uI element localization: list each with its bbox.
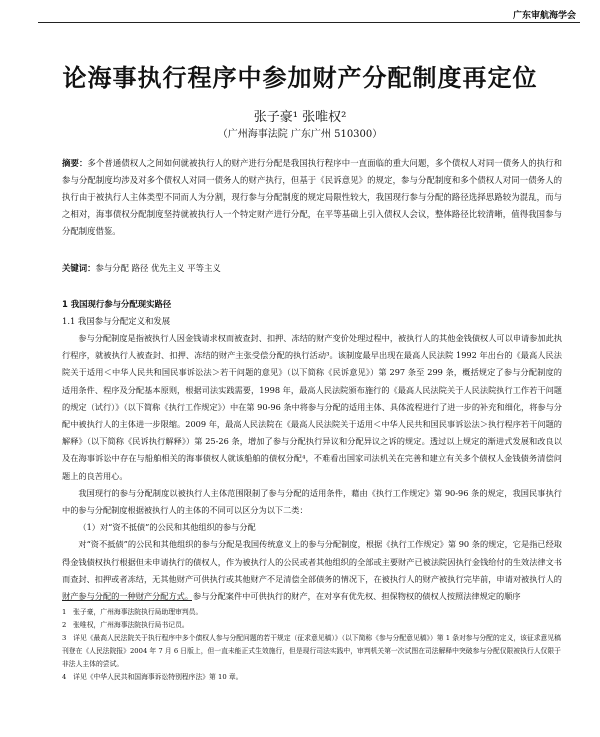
subsection-heading: 1.1 我国参与分配定义和发展	[62, 316, 171, 326]
paragraph: 参与分配制度是指被执行人因金钱请求权而被查封、扣押、冻结的财产变价处理过程中，被执行人的其他金钱债权人可以申请参加此执行程序，就被执行人被查封、扣押、冻结的财产主张受偿分配的执行活动³。该制度最早出现在最高人民法院 1992 年出台的《最高人民法院关于适用＜中华人民共和国民事诉讼法＞若干问题的意见》（以下简称《民诉意见》）第 297 条至 299 条，概括规定了参与分配制度的适用条件、程序及分配基本原则，根据司法实践需要，1998 年，最高人民法院颁布施行的《最高人民法院关于人民法院执行工作若干问题的规定（试行）》（以下简称《执行工作规定》）中在第 90-96 条中将参与分配的适用主体、具体流程进行了进一步的补充和细化，将参与分配中被执行人的主体进一步限缩。2009 年，最高人民法院在《最高人民法院关于适用＜中华人民共和国民事诉讼法＞执行程序若干问题的解释》（以下简称《民诉执行解释》）第 25-26 条，增加了参与分配执行异议和分配异议之诉的规定。透过以上规定的渐进式发展和改良以及在海事诉讼中存在与船舶相关的海事债权人就该船舶的债权分配⁴，不难看出国家司法机关在完善和建立有关多个债权人金钱债务清偿问题上的良苦用心。	[62, 333, 562, 481]
footnotes	[62, 606, 562, 684]
keywords-label: 关键词：	[62, 263, 96, 273]
footnote: 3 详见《最高人民法院关于执行程序中多个债权人参与分配问题的若干规定（征求意见稿）》（以下简称《参与分配意见稿》）第 1 条对参与分配的定义，该征求意见稿刊登在《人民法院报》2004 年 7 月 6 日版上，但一直未能正式生效施行，但是现行司法实践中，审判机关第一次试图在司法解释中突破参与分配仅限被执行人仅限于非法人主体的尝试。	[62, 634, 561, 668]
section-heading: 1 我国现行参与分配现实路径	[62, 299, 172, 309]
body-text	[62, 330, 562, 605]
paper-title: 论海事执行程序中参加财产分配制度再定位	[62, 64, 538, 92]
keywords-text: 参与分配 路径 优先主义 平等主义	[95, 263, 221, 273]
footnote-rule	[62, 600, 192, 601]
keywords	[62, 262, 562, 274]
journal-name: 广东审航海学会	[512, 11, 576, 21]
abstract-text: 多个普通债权人之间如何就被执行人的财产进行分配是我国执行程序中一直面临的重大问题，多个债权人对同一债务人的执行和参与分配制度均涉及对多个债权人对同一债务人的财产执行，但基于《民诉意见》的规定，参与分配制度和多个债权人对同一债务人的执行由于被执行人主体类型不同而人为分割，现行参与分配制度的规定局限性较大，我国现行参与分配的路径选择思路较为混乱，而与之相对，海事债权分配制度坚持就被执行人一个特定财产进行分配，在平等基础上引入债权人会议，整体路径比较清晰，值得我国参与分配制度借鉴。	[62, 158, 563, 236]
paper-affiliation: （广州海事法院 广东广州 510300）	[217, 129, 383, 140]
footnote: 2 张唯权，广州海事法院执行局书记员。	[62, 621, 189, 629]
paragraph: 对“资不抵债”的公民和其他组织的参与分配是我国传统意义上的参与分配制度，根据《执行工作规定》第 90 条的规定，它是指已经取得金钱债权执行根据但未申请执行的债权人，作为被执行人的公民或者其他组织的全部或主要财产已被法院因执行金钱给付的生效法律文书而查封、扣押或者冻结，无其他财产可供执行或其他财产不足清偿全部债务的情况下，在被执行人的财产被执行完毕前，申请对被执行人的财产参与分配的一种财产分配方式。参与分配案件中可供执行的财产，在对享有优先权、担保物权的债权人按照法律规定的顺序	[62, 539, 562, 602]
abstract	[62, 155, 562, 240]
list-item: （1）对“资不抵债”的公民和其他组织的参与分配	[78, 522, 256, 533]
footnote: 1 张子豪，广州海事法院执行局助理审判员。	[62, 608, 203, 616]
paper-authors: 张子豪¹ 张唯权²	[253, 110, 347, 125]
header-rule	[38, 22, 580, 23]
abstract-label: 摘要：	[62, 158, 88, 168]
paragraph: 我国现行的参与分配制度以被执行人主体范围限制了参与分配的适用条件，藉由《执行工作规定》第 90-96 条的规定，我国民事执行中的参与分配制度根据被执行人的主体的不同可以区分为以下二类：	[62, 487, 562, 516]
footnote: 4 详见《中华人民共和国海事诉讼特别程序法》第 10 章。	[62, 673, 243, 681]
